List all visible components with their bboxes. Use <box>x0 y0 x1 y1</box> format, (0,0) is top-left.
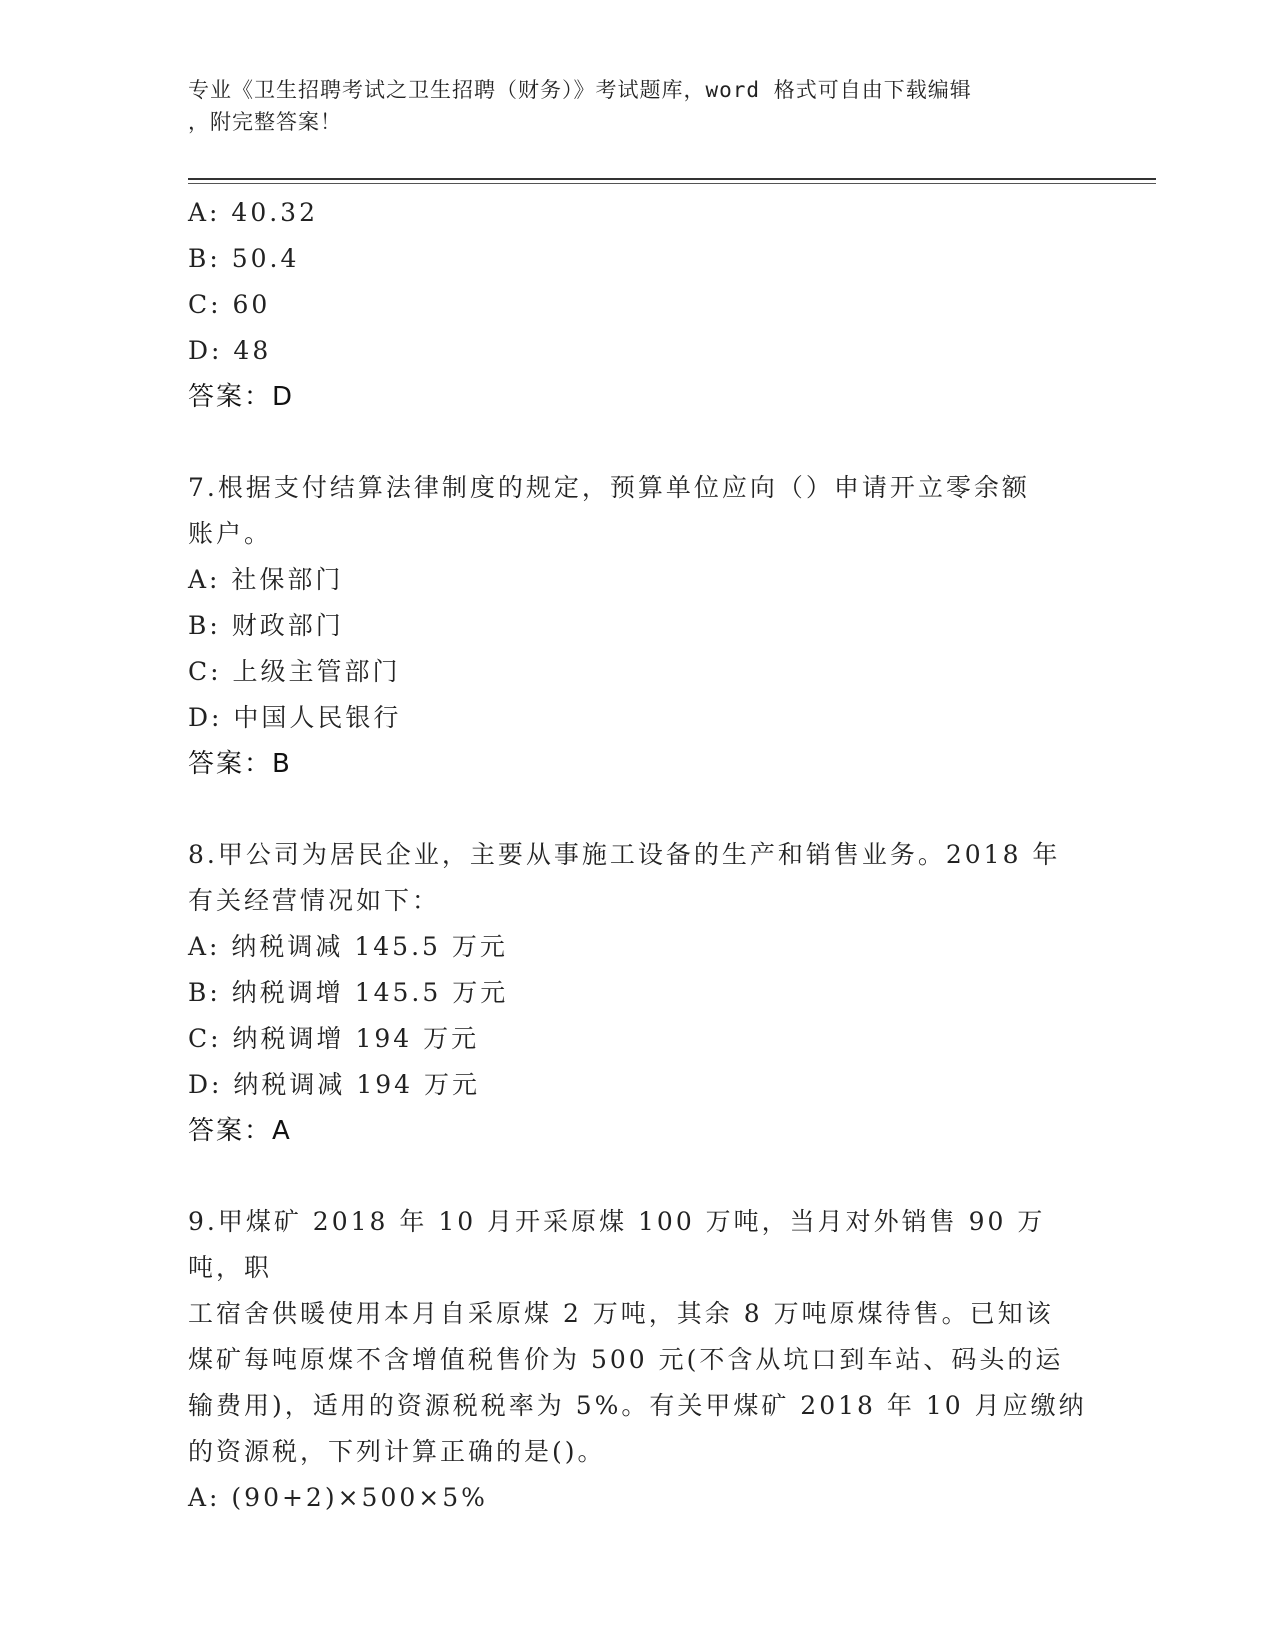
answer-line: 答案：A <box>188 1116 292 1146</box>
option-b: B: 财政部门 <box>188 611 344 640</box>
option-d: D: 中国人民银行 <box>188 703 402 732</box>
option-c: C: 60 <box>188 290 271 319</box>
header-rule-thin <box>188 183 1156 184</box>
question-8 <box>188 832 1088 1154</box>
question-text <box>188 1199 1088 1475</box>
option-a: A: 社保部门 <box>188 565 344 594</box>
question-list <box>188 190 1088 1521</box>
question-text-line: 账户。 <box>188 519 273 548</box>
spacer <box>188 420 1088 465</box>
question-text-line: 的资源税，下列计算正确的是()。 <box>188 1437 606 1466</box>
question-text <box>188 832 1088 924</box>
header-line-1: 专业《卫生招聘考试之卫生招聘（财务）》考试题库，word 格式可自由下载编辑 <box>188 78 972 102</box>
option-b: B: 纳税调增 145.5 万元 <box>188 978 509 1007</box>
question-text <box>188 465 1088 557</box>
answer-line: 答案：B <box>188 749 292 779</box>
question-9 <box>188 1199 1088 1521</box>
question-6 <box>188 190 1088 420</box>
header-line-2: ，附完整答案！ <box>188 110 342 134</box>
document-header <box>188 74 1068 138</box>
option-b: B: 50.4 <box>188 244 300 273</box>
question-text-line: 工宿舍供暖使用本月自采原煤 2 万吨，其余 8 万吨原煤待售。已知该 <box>188 1299 1054 1328</box>
option-c: C: 纳税调增 194 万元 <box>188 1024 480 1053</box>
question-text-line: 9.甲煤矿 2018 年 10 月开采原煤 100 万吨，当月对外销售 90 万吨，职 <box>188 1207 1046 1282</box>
question-text-line: 输费用)，适用的资源税税率为 5%。有关甲煤矿 2018 年 10 月应缴纳 <box>188 1391 1087 1420</box>
question-text-line: 煤矿每吨原煤不含增值税售价为 500 元(不含从坑口到车站、码头的运 <box>188 1345 1064 1374</box>
spacer <box>188 787 1088 832</box>
question-7 <box>188 465 1088 787</box>
spacer <box>188 1154 1088 1199</box>
header-rule-thick <box>188 178 1156 180</box>
option-a: A: 40.32 <box>188 198 318 227</box>
option-c: C: 上级主管部门 <box>188 657 401 686</box>
question-text-line: 7.根据支付结算法律制度的规定，预算单位应向（）申请开立零余额 <box>188 473 1030 502</box>
question-text-line: 有关经营情况如下： <box>188 886 441 915</box>
question-text-line: 8.甲公司为居民企业，主要从事施工设备的生产和销售业务。2018 年 <box>188 840 1061 869</box>
answer-line: 答案：D <box>188 382 295 412</box>
option-d: D: 纳税调减 194 万元 <box>188 1070 481 1099</box>
option-d: D: 48 <box>188 336 272 365</box>
option-a: A: (90+2)×500×5% <box>188 1483 488 1512</box>
option-a: A: 纳税调减 145.5 万元 <box>188 932 508 961</box>
